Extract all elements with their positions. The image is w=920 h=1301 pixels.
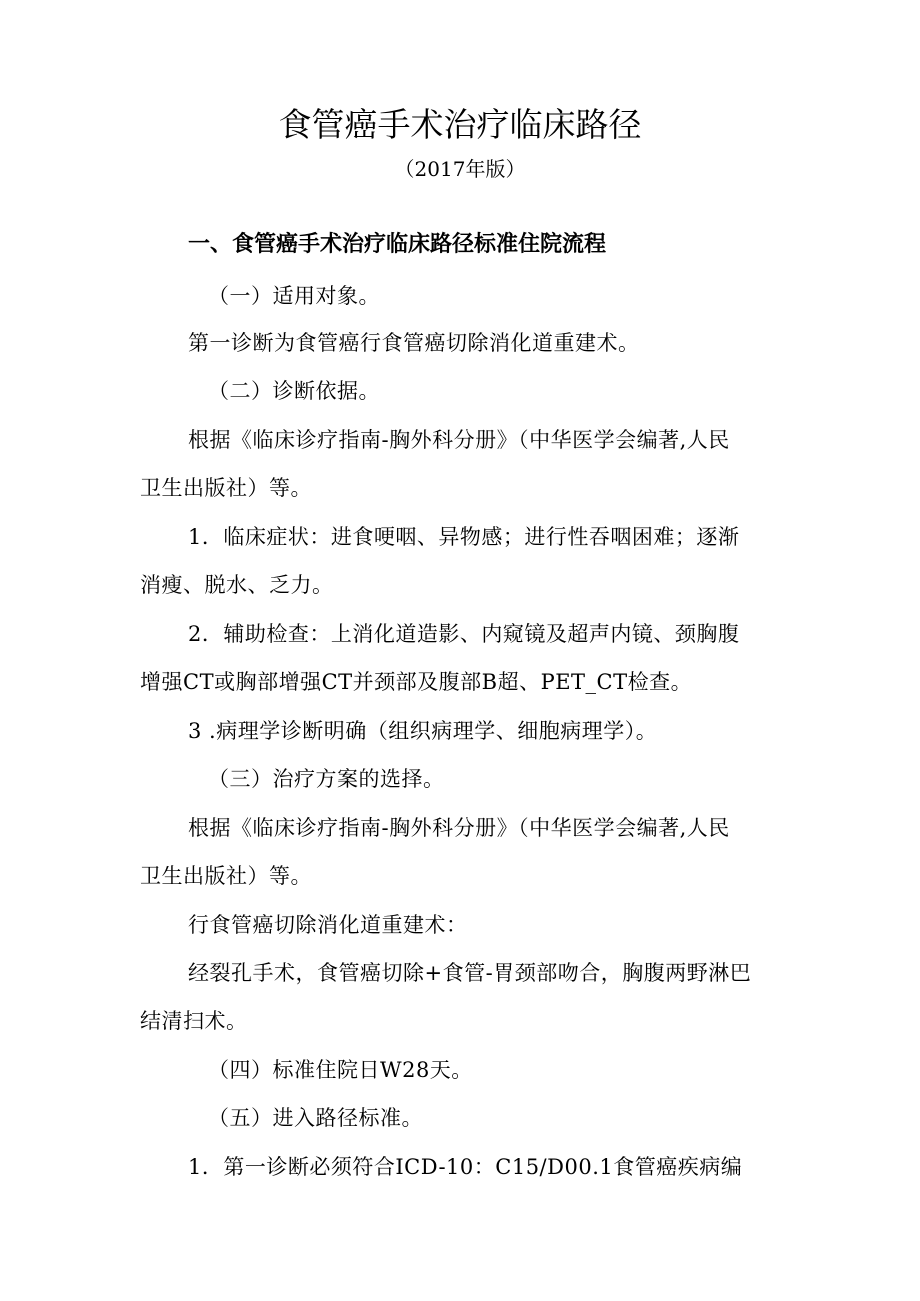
subsection-treatment-plan: （三）治疗方案的选择。 xyxy=(208,767,445,791)
subsection-entry-criteria: （五）进入路径标准。 xyxy=(208,1106,423,1130)
paragraph-line: 根据《临床诊疗指南-胸外科分册》（中华医学会编著,人民 xyxy=(188,428,730,452)
paragraph-line: 行食管癌切除消化道重建术： xyxy=(188,913,468,937)
paragraph-line: 增强CT或胸部增强CT并颈部及腹部B超、PET_CT检查。 xyxy=(140,670,693,694)
paragraph-line: 1．临床症状：进食哽咽、异物感；进行性吞咽困难；逐渐 xyxy=(188,525,740,549)
paragraph-line: 结清扫术。 xyxy=(140,1009,248,1033)
paragraph-line: 第一诊断为食管癌行食管癌切除消化道重建术。 xyxy=(188,331,640,355)
paragraph-line: 消瘦、脱水、乏力。 xyxy=(140,573,334,597)
subsection-applicable-objects: （一）适用对象。 xyxy=(208,284,380,308)
paragraph-line: 1．第一诊断必须符合ICD-10：C15/D00.1食管癌疾病编 xyxy=(188,1155,743,1179)
paragraph-line: 3 .病理学诊断明确（组织病理学、细胞病理学）。 xyxy=(188,719,658,743)
paragraph-line: 根据《临床诊疗指南-胸外科分册》（中华医学会编著,人民 xyxy=(188,816,730,840)
paragraph-line: 卫生出版社）等。 xyxy=(140,476,312,500)
paragraph-line: 卫生出版社）等。 xyxy=(140,864,312,888)
document-subtitle: （2017年版） xyxy=(394,157,526,181)
subsection-standard-stay: （四）标准住院日W28天。 xyxy=(208,1058,473,1082)
section-heading: 一、食管癌手术治疗临床路径标准住院流程 xyxy=(188,232,607,257)
paragraph-line: 经裂孔手术，食管癌切除+食管-胃颈部吻合，胸腹两野淋巴 xyxy=(188,961,752,985)
paragraph-line: 2．辅助检查：上消化道造影、内窥镜及超声内镜、颈胸腹 xyxy=(188,622,740,646)
document-title: 食管癌手术治疗临床路径 xyxy=(278,105,642,144)
subsection-diagnosis-basis: （二）诊断依据。 xyxy=(208,379,380,403)
